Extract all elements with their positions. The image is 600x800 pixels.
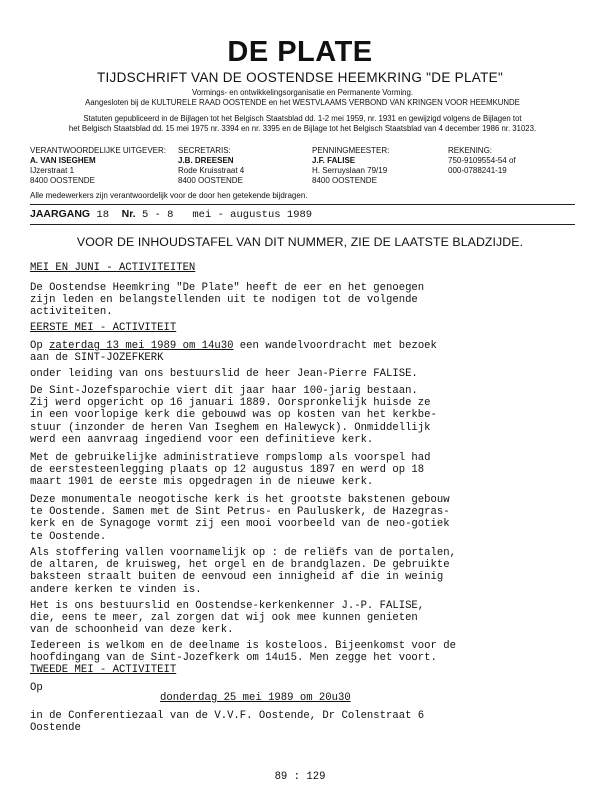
announcement-line-2: aan de SINT-JOZEFKERK <box>30 352 164 364</box>
account-head: REKENING: <box>448 146 493 155</box>
treasurer-street: H. Serruyslaan 79/19 <box>312 166 388 175</box>
section-heading-first-activity: EERSTE MEI - ACTIVITEIT <box>30 322 177 334</box>
section-heading-second-activity: TWEEDE MEI - ACTIVITEIT <box>30 664 177 676</box>
treasurer-city: 8400 OOSTENDE <box>312 176 377 185</box>
history-paragraph: De Sint-Jozefsparochie viert dit jaar haar 100-jarig bestaan. Zij werd opgericht op 16 januari 1889. Oorspronkelijk huisde ze in een voorlopige kerk die gebouwd was op kosten van het kerkbe- stuur (inzonder de heren Van Iseghem en Halewyck). Onmiddellijk werd een aanvraag ingediend voor een definitieve kerk. <box>30 385 437 446</box>
statutes-line-1: Statuten gepubliceerd in de Bijlagen tot het Belgisch Staatsblad dd. 1-2 mei 1959, nr. 1931 en gewijzigd volgens de Bijlagen tot <box>83 114 522 123</box>
issue-line <box>30 208 312 221</box>
guide-note-paragraph: Het is ons bestuurslid en Oostendse-kerkenkenner J.-P. FALISE, die, eens te meer, zal zorgen dat wij ook mee kunnen genieten van de schoonheid van deze kerk. <box>30 600 425 637</box>
nr-value: 5 - 8 <box>141 209 174 221</box>
secretary-contact <box>178 146 244 186</box>
publisher-head: VERANTWOORDELIJKE UITGEVER: <box>30 146 167 155</box>
contributors-note: Alle medewerkers zijn verantwoordelijk voor de door hen getekende bijdragen. <box>30 191 308 200</box>
announcement-rest: een wandelvoordracht met bezoek <box>233 340 437 352</box>
contents-banner: VOOR DE INHOUDSTAFEL VAN DIT NUMMER, ZIE DE LAATSTE BLADZIJDE. <box>76 235 524 249</box>
first-activity-announcement <box>30 340 575 352</box>
secretary-city: 8400 OOSTENDE <box>178 176 243 185</box>
issue-period: mei - augustus 1989 <box>192 209 313 221</box>
divider-bottom <box>30 224 575 225</box>
treasurer-head: PENNINGMEESTER: <box>312 146 390 155</box>
second-activity-location: in de Conferentiezaal van de V.V.F. Oostende, Dr Colenstraat 6 Oostende <box>30 710 425 735</box>
guide-paragraph: onder leiding van ons bestuurslid de heer Jean-Pierre FALISE. <box>30 368 418 380</box>
secretary-street: Rode Kruisstraat 4 <box>178 166 245 175</box>
account-line-2: 000-0788241-19 <box>448 166 507 175</box>
statutes-line-2: het Belgisch Staatsblad dd. 15 mei 1975 nr. 3394 en nr. 3395 en de Bijlage tot het Belgisch Staatsblad van 4 december 1986 nr. 31023. <box>68 124 537 133</box>
secretary-name: J.B. DREESEN <box>178 156 234 165</box>
second-activity-op: Op <box>30 682 43 694</box>
welcome-paragraph: Iedereen is welkom en de deelname is kosteloos. Bijeenkomst voor de hoofdingang van de Sint-Jozefkerk om 14u15. Men zegge het voort. <box>30 640 456 665</box>
monument-paragraph: Deze monumentale neogotische kerk is het grootste bakstenen gebouw te Oostende. Samen met de Sint Petrus- en Pauluskerk, de Hazegras- kerk en de Synagoge vormt zij een mooi voorbeeld van de neo-gotiek te Oostende. <box>30 494 450 543</box>
construction-paragraph: Met de gebruikelijke administratieve rompslomp als voorspel had de eerstesteenlegging plaats op 12 augustus 1897 en werd op 18 maart 1901 de eerste mis opgedragen in de nieuwe kerk. <box>30 452 431 489</box>
intro-paragraph: De Oostendse Heemkring "De Plate" heeft de eer en het genoegen zijn leden en belangstellenden uit te nodigen tot de volgende activiteiten. <box>30 282 425 319</box>
second-activity-date: donderdag 25 mei 1989 om 20u30 <box>160 692 351 704</box>
journal-subtitle: TIJDSCHRIFT VAN DE OOSTENDSE HEEMKRING "DE PLATE" <box>96 70 504 85</box>
publisher-contact <box>30 146 166 186</box>
divider-top <box>30 204 575 205</box>
journal-title: DE PLATE <box>227 36 373 68</box>
secretary-head: SECRETARIS: <box>178 146 231 155</box>
nr-label: Nr. <box>121 208 136 220</box>
tagline: Vormings- en ontwikkelingsorganisatie en Permanente Vorming. <box>191 88 414 97</box>
publisher-name: A. VAN ISEGHEM <box>30 156 96 165</box>
page-number: 89 : 129 <box>274 771 326 783</box>
first-activity-date: zaterdag 13 mei 1989 om 14u30 <box>49 340 234 352</box>
treasurer-name: J.F. FALISE <box>312 156 356 165</box>
furnishing-paragraph: Als stoffering vallen voornamelijk op : de reliëfs van de portalen, de altaren, de kruisweg, het orgel en de brandglazen. De gebruikte baksteen straalt buiten de eenvoud een innigheid af die in weinig andere kerken te vinden is. <box>30 547 456 596</box>
publisher-street: IJzerstraat 1 <box>30 166 75 175</box>
publisher-city: 8400 OOSTENDE <box>30 176 95 185</box>
section-heading-may-june: MEI EN JUNI - ACTIVITEITEN <box>30 262 196 274</box>
jaargang-label: JAARGANG <box>30 208 91 220</box>
affiliation-line: Aangesloten bij de KULTURELE RAAD OOSTENDE en het WESTVLAAMS VERBOND VAN KRINGEN VOOR HEEMKUNDE <box>85 98 520 107</box>
account-contact <box>448 146 516 176</box>
contacts-block <box>30 146 575 190</box>
account-line-1: 750-9109554-54 of <box>448 156 516 165</box>
treasurer-contact <box>312 146 389 186</box>
jaargang-value: 18 <box>96 209 110 221</box>
announcement-prefix: Op <box>30 340 50 352</box>
